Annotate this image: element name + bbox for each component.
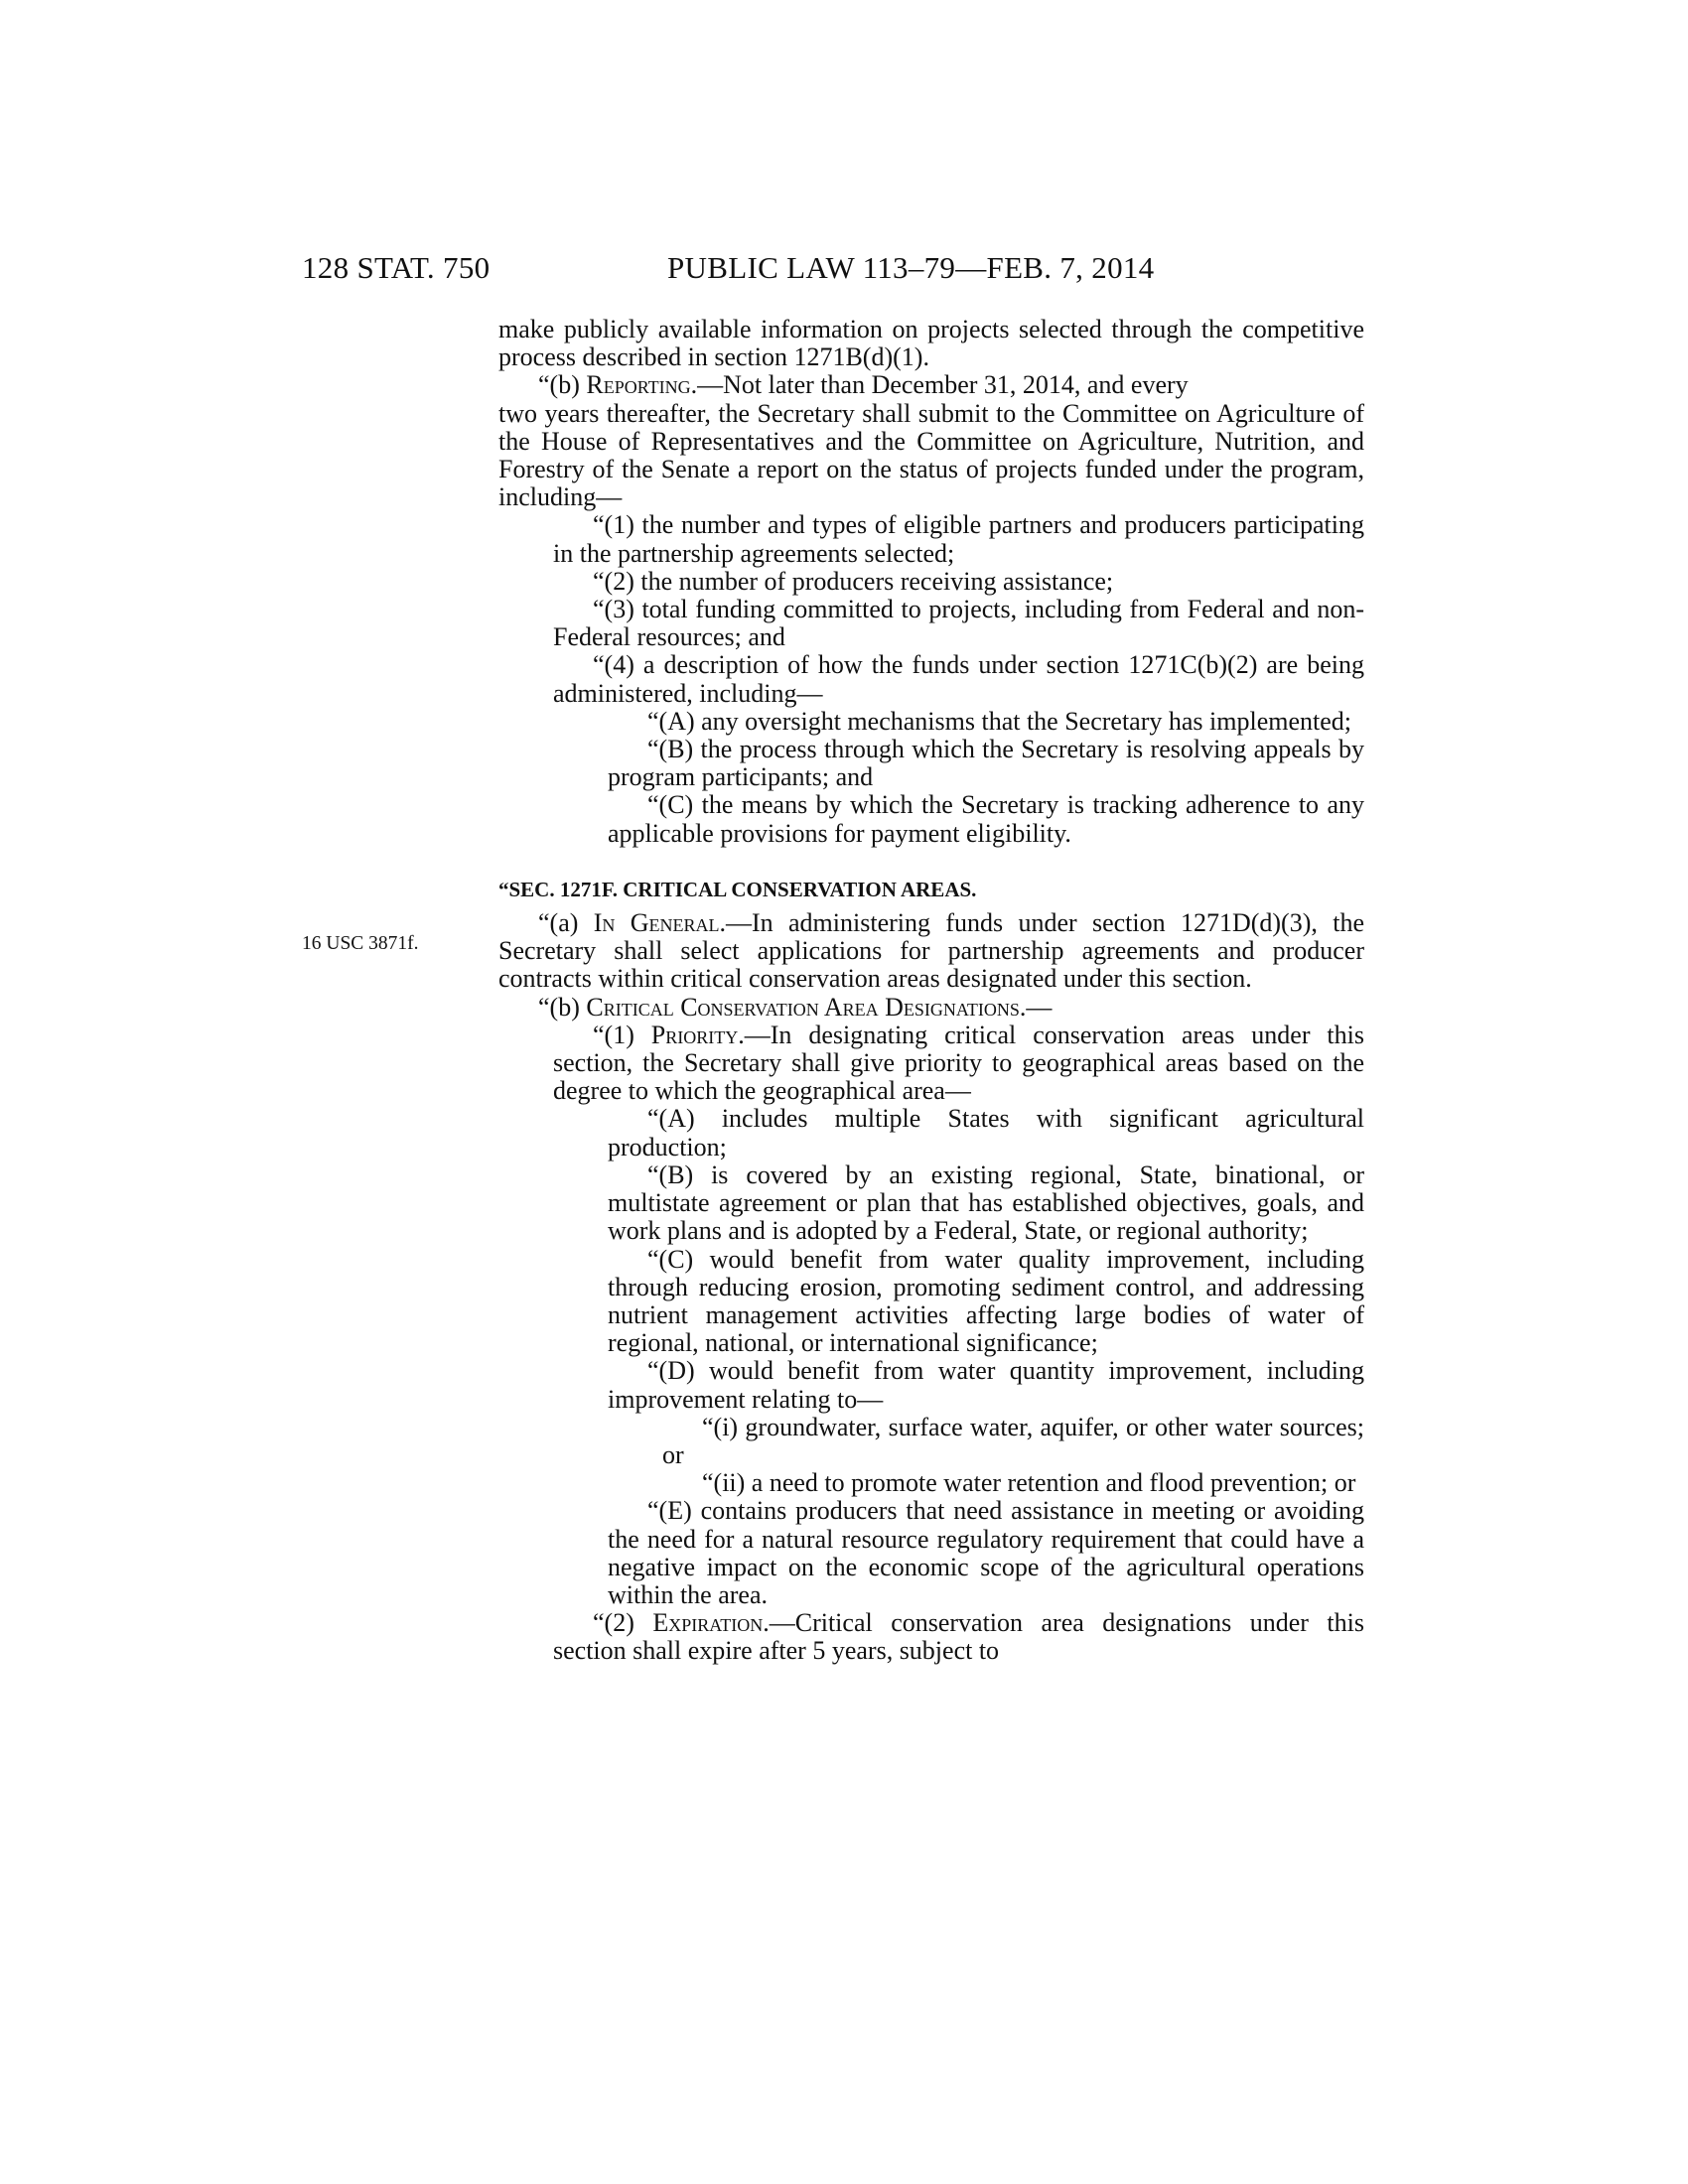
priority-item-e: “(E) contains producers that need assistance in meeting or avoiding the need for a natural resource regulatory requirement that could have a negative impact on the economic scope of the agricultural operations within the area. [608, 1496, 1364, 1609]
item-4: “(4) a description of how the funds under section 1271C(b)(2) are being administered, including— [553, 650, 1364, 708]
item-2: “(2) the number of producers receiving assistance; [593, 566, 1114, 596]
expiration-heading: Expiration [652, 1608, 764, 1638]
law-body-text [498, 316, 1364, 1666]
paragraph-reporting: “(b) Reporting.—Not later than December 31, 2014, and every [538, 370, 1189, 400]
margin-citation: 16 USC 3871f. [302, 933, 419, 954]
item-4-b: “(B) the process through which the Secretary is resolving appeals by program participants; and [608, 735, 1364, 792]
paragraph-continuation: make publicly available information on projects selected through the competitive process described in section 1271B(d)(1). [498, 315, 1364, 372]
priority-item-a: “(A) includes multiple States with significant agricultural production; [608, 1104, 1364, 1161]
priority-item-b: “(B) is covered by an existing regional, State, binational, or multistate agreement or plan that has established objectives, goals, and work plans and is adopted by a Federal, State, or regional authority; [608, 1160, 1364, 1246]
section-heading: “SEC. 1271F. CRITICAL CONSERVATION AREAS. [498, 877, 977, 901]
priority-item-d: “(D) would benefit from water quantity improvement, including improvement relating to— [608, 1356, 1364, 1414]
priority-item-d-i: “(i) groundwater, surface water, aquifer, or other water sources; or [662, 1412, 1364, 1469]
priority-heading: Priority [650, 1020, 739, 1049]
expiration-paragraph: “(2) Expiration.—Critical conservation area designations under this section shall expire after 5 years, subject to [553, 1608, 1364, 1666]
section-a-heading: In General [593, 908, 720, 938]
section-b: “(b) Critical Conservation Area Designations.— [538, 992, 1053, 1022]
item-1: “(1) the number and types of eligible partners and producers participating in the partnership agreements selected; [553, 510, 1364, 568]
reporting-heading: Reporting [586, 370, 691, 400]
item-4-a: “(A) any oversight mechanisms that the Secretary has implemented; [647, 706, 1351, 736]
item-3: “(3) total funding committed to projects, including from Federal and non-Federal resources; and [553, 595, 1364, 652]
running-header: PUBLIC LAW 113–79—FEB. 7, 2014 [667, 250, 1155, 285]
page-stat-number: 128 STAT. 750 [302, 250, 491, 285]
item-4-c: “(C) the means by which the Secretary is tracking adherence to any applicable provisions for payment eligibility. [608, 790, 1364, 848]
section-b-heading: Critical Conservation Area Designations [586, 992, 1020, 1022]
section-a: “(a) In General.—In administering funds under section 1271D(d)(3), the Secretary shall select applications for partnership agreements and producer contracts within critical conservation areas designated under this section. [498, 908, 1364, 994]
priority-item-d-ii: “(ii) a need to promote water retention and flood prevention; or [702, 1468, 1356, 1498]
priority-paragraph: “(1) Priority.—In designating critical conservation areas under this section, the Secretary shall give priority to geographical areas based on the degree to which the geographical area— [553, 1020, 1364, 1106]
paragraph-reporting-cont: two years thereafter, the Secretary shall submit to the Committee on Agriculture of the House of Representatives and the Committee on Agriculture, Nutrition, and Forestry of the Senate a report on the status of projects funded under the program, including— [498, 398, 1364, 512]
priority-item-c: “(C) would benefit from water quality improvement, including through reducing erosion, promoting sediment control, and addressing nutrient management activities affecting large bodies of water of regional, national, or international significance; [608, 1244, 1364, 1358]
